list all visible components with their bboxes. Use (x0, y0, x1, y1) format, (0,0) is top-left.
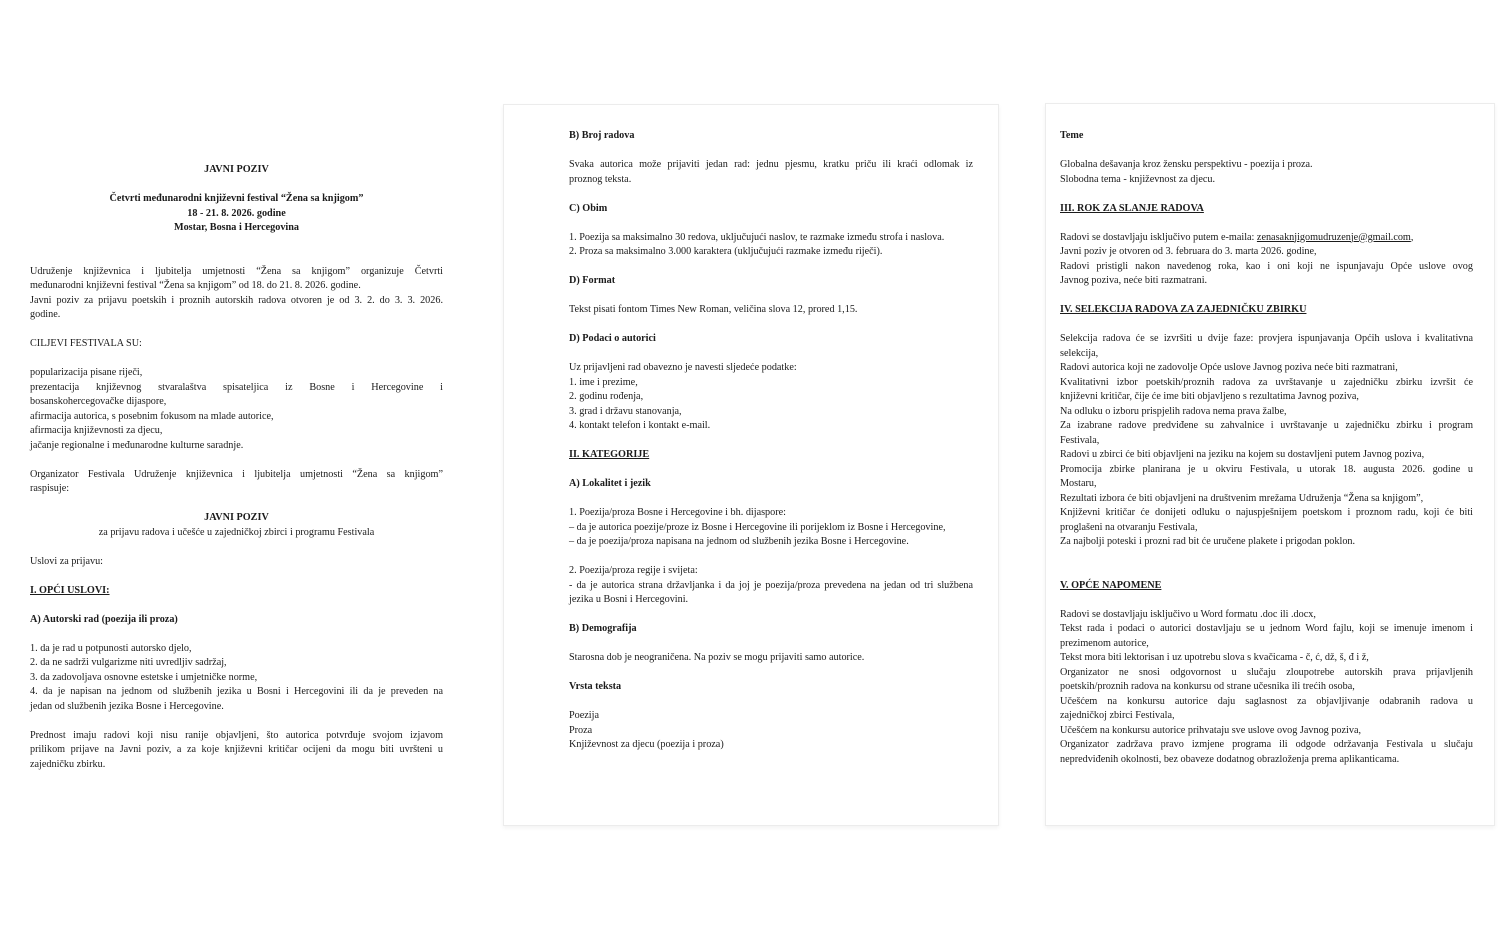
text-line: Učešćem na konkursu autorice prihvataju sve uslove ovog Javnog poziva, (1060, 724, 1362, 736)
subsection-b-heading: B) Broj radova (569, 130, 635, 141)
text-line: proznog teksta. (569, 173, 632, 185)
text-line: godine. (30, 309, 61, 320)
text-line: – da je autorica poezije/proze iz Bosne i Hercegovine ili porijeklom iz Bosne i Hercegovine, (569, 521, 946, 533)
page-3-text-column (1060, 129, 1473, 767)
blank-line (569, 666, 973, 681)
text-line: afirmacija književnosti za djecu, (30, 425, 163, 436)
text-line: književni kritičar, čije će ime biti objavljeno s rezultatima Javnog poziva, (1060, 391, 1359, 402)
text-line: jezika u Bosni i Hercegovini. (569, 594, 689, 605)
vrsta-teksta-heading: Vrsta teksta (569, 681, 622, 692)
blank-line (569, 695, 973, 710)
text-line: Starosna dob je neograničena. Na poziv se mogu prijaviti samo autorice. (569, 652, 865, 663)
text-line: Selekcija radova će se izvršiti u dvije faze: provjera ispunjavanja Općih uslova i kvalitativna (1060, 333, 1473, 344)
blank-line (569, 492, 973, 507)
blank-line (569, 608, 973, 623)
email-line (1060, 231, 1473, 246)
text-line: 3. grad i državu stanovanja, (569, 405, 682, 417)
blank-line (30, 497, 443, 512)
call-subtitle: za prijavu radova i učešće u zajedničkoj zbirci i programu Festivala (98, 526, 375, 538)
blank-line (30, 323, 443, 338)
blank-line (1060, 550, 1473, 565)
blank-line (30, 178, 443, 193)
blank-line (30, 250, 443, 265)
text-line: raspisuje: (30, 483, 70, 494)
blank-line (1060, 593, 1473, 608)
blank-line (569, 637, 973, 652)
festival-dates: 18 - 21. 8. 2026. godine (187, 207, 286, 219)
text-line: - da je autorica strana državljanka i da joj je poezija/proza prevedena na jedan od tri službena (569, 579, 973, 591)
blank-line (1060, 318, 1473, 333)
blank-line (30, 569, 443, 584)
text-line: 3. da zadovoljava osnovne estetske i umjetničke norme, (30, 671, 258, 683)
text-line: – da je poezija/proza napisana na jednom od službenih jezika Bosne i Hercegovine. (569, 536, 909, 547)
text-line: jačanje regionalne i međunarodne kulturne saradnje. (30, 439, 244, 451)
text-line: Za najbolji poteski i prozni rad bit će uručene plakete i prigodan poklon. (1060, 536, 1356, 547)
blank-line (569, 187, 973, 202)
text-line: 2. da ne sadrži vulgarizme niti uvredljiv sadržaj, (30, 657, 227, 668)
blank-line (569, 318, 973, 333)
text-line: afirmacija autorica, s posebnim fokusom na mlade autorice, (30, 410, 274, 422)
subsection-demografija-heading: B) Demografija (569, 623, 637, 634)
text-line: 2. Proza sa maksimalno 3.000 karaktera (uključujući razmake između riječi). (569, 246, 883, 257)
teme-heading: Teme (1060, 130, 1084, 141)
blank-line (1060, 289, 1473, 304)
text-line: Kvalitativni izbor poetskih/proznih radova za uvrštavanje u zajedničku zbirku izvršit će (1060, 376, 1473, 388)
text-line: Javnog poziva, neće biti razmatrani. (1060, 275, 1208, 286)
blank-line (569, 434, 973, 449)
goals-heading: CILJEVI FESTIVALA SU: (30, 338, 142, 349)
page-1-text-column (30, 163, 443, 772)
text-line: Udruženje književnica i ljubitelja umjetnosti “Žena sa knjigom” organizuje Četvrti (30, 265, 443, 277)
document-title: JAVNI POZIV (204, 164, 269, 175)
text-line: prilikom prijave na Javni poziv, a za koje književni kritičar ocijeni da mogu biti uvršteni u (30, 744, 443, 755)
text-line: zajedničkoj zbirci Festivala, (1060, 710, 1175, 721)
blank-line (569, 463, 973, 478)
text-line: Organizator Festivala Udruženje književnica i ljubitelja umjetnosti “Žena sa knjigom” (30, 468, 443, 480)
blank-line (569, 347, 973, 362)
text-line: Poezija (569, 710, 599, 721)
blank-line (30, 627, 443, 642)
blank-line (30, 352, 443, 367)
festival-location: Mostar, Bosna i Hercegovina (173, 222, 300, 233)
text-line: Globalna dešavanja kroz žensku perspektivu - poezija i proza. (1060, 159, 1313, 170)
text-line: Književni kritičar će donijeti odluku o najuspješnijem poetskom i proznom radu, koji će biti (1060, 507, 1473, 518)
blank-line (569, 216, 973, 231)
text-line: Književnost za djecu (poezija i proza) (569, 739, 724, 750)
text-line: Rezultati izbora će biti objavljeni na društvenim mrežama Udruženja “Žena sa knjigom”, (1060, 492, 1424, 504)
blank-line (30, 714, 443, 729)
blank-line (1060, 216, 1473, 231)
text-line: Slobodna tema - književnost za djecu. (1060, 173, 1216, 185)
blank-line (569, 289, 973, 304)
text-line: Javni poziv za prijavu poetskih i proznih autorskih radova otvoren je od 3. 2. do 3. 3. 2026. (30, 294, 443, 306)
text-line: Festivala, (1060, 434, 1100, 446)
text-line: 1. Poezija sa maksimalno 30 redova, uključujući naslov, te razmake između strofa i naslova. (569, 231, 945, 243)
subsection-d-format-heading: D) Format (569, 275, 616, 286)
text-line: međunarodni književni festival “Žena sa knjigom” od 18. do 21. 8. 2026. godine. (30, 280, 361, 291)
text-line: poetskih/proznih radova na konkursu od strane učesnika ili trećih osoba, (1060, 681, 1355, 692)
blank-line (1060, 144, 1473, 159)
text-line: Organizator zadržava pravo izmjene programa ili odgode održavanja Festivala u slučaju (1060, 739, 1473, 750)
text-line: jedan od službenih jezika Bosne i Hercegovine. (30, 700, 224, 712)
text-line: nepredviđenih okolnosti, bez obaveze dodatnog obrazloženja prema aplikanticama. (1060, 753, 1400, 765)
email-link[interactable]: zenasaknjigomudruzenje@gmail.com (1256, 231, 1411, 243)
text-line: selekcija, (1060, 347, 1099, 359)
text-line: Radovi autorica koji ne zadovolje Opće uslove Javnog poziva neće biti razmatrani, (1060, 362, 1398, 373)
section-v-heading: V. OPĆE NAPOMENE (1060, 579, 1162, 591)
section-iii-heading: III. ROK ZA SLANJE RADOVA (1060, 202, 1204, 214)
text-line: Javni poziv je otvoren od 3. februara do 3. marta 2026. godine, (1060, 246, 1317, 257)
text-line: Radovi u zbirci će biti objavljeni na jeziku na kojem su dostavljeni putem Javnog poziva, (1060, 449, 1425, 460)
text-line: Tekst pisati fontom Times New Roman, veličina slova 12, prored 1,15. (569, 304, 858, 315)
blank-line (569, 260, 973, 275)
section-i-heading: I. OPĆI USLOVI: (30, 584, 110, 596)
text-line: Organizator ne snosi odgovornost u slučaju zloupotrebe autorskih prava prijavljenih (1060, 666, 1473, 678)
blank-line (30, 540, 443, 555)
text-line: popularizacija pisane riječi, (30, 367, 143, 378)
text-line: bosanskohercegovačke dijaspore, (30, 396, 167, 407)
text-line: 1. ime i prezime, (569, 376, 638, 388)
text-line: proglašeni na otvaranju Festivala, (1060, 521, 1198, 533)
text-line: Učešćem na konkursu autorice daju saglasnost za objavljivanje odabranih radova u (1060, 695, 1473, 707)
text-line: Uz prijavljeni rad obavezno je navesti sljedeće podatke: (569, 362, 797, 373)
page-2-text-column (569, 129, 973, 753)
text-line: zajedničku zbirku. (30, 758, 106, 770)
text-line: Svaka autorica može prijaviti jedan rad: jednu pjesmu, kratku priču ili kraći odlomak iz (569, 159, 973, 170)
text-line: prezimenom autorice, (1060, 637, 1149, 649)
text-line: Mostaru, (1060, 478, 1097, 489)
text-line: Tekst mora biti lektorisan i uz upotrebu slova s kvačicama - č, ć, dž, š, đ i ž, (1060, 652, 1369, 663)
text-line: Za izabrane radove predviđene su zahvalnice i uvrštavanje u zajedničku zbirku i program (1060, 420, 1473, 431)
blank-line (1060, 187, 1473, 202)
text-line: prezentacija književnog stvaralaštva spisateljica iz Bosne i Hercegovine i (30, 381, 443, 393)
text-line: 1. da je rad u potpunosti autorsko djelo, (30, 642, 192, 654)
text-line: Radovi se dostavljaju isključivo u Word formatu .doc ili .docx, (1060, 608, 1316, 620)
subsection-d-podaci-heading: D) Podaci o autorici (569, 333, 656, 344)
blank-line (30, 236, 443, 251)
text-line: Promocija zbirke planirana je u okviru Festivala, u utorak 18. augusta 2026. godine u (1060, 463, 1473, 475)
text-line: Uslovi za prijavu: (30, 555, 103, 567)
text-line: Na odluku o izboru prispjelih radova nema prava žalbe, (1060, 405, 1287, 417)
text-line: 2. Poezija/proza regije i svijeta: (569, 565, 698, 576)
subsection-lokalitet-heading: A) Lokalitet i jezik (569, 478, 651, 489)
text-line: 4. da je napisan na jednom od službenih jezika u Bosni i Hercegovini ili da je preveden na (30, 686, 443, 697)
text-line: 1. Poezija/proza Bosne i Hercegovine i bh. dijaspore: (569, 507, 786, 518)
text-line: 2. godinu rođenja, (569, 391, 644, 402)
section-ii-heading: II. KATEGORIJE (569, 449, 650, 460)
blank-line (30, 453, 443, 468)
blank-line (569, 550, 973, 565)
text-line: Radovi pristigli nakon navedenog roka, kao i oni koji ne ispunjavaju Opće uslove ovog (1060, 260, 1473, 272)
blank-line (30, 598, 443, 613)
text-segment: , (1410, 231, 1414, 243)
subsection-a-heading: A) Autorski rad (poezija ili proza) (30, 613, 178, 625)
text-line: Proza (569, 724, 593, 736)
text-line: Tekst rada i podaci o autorici dostavljaju se u jednom Word fajlu, koji se imenuje imenom i (1060, 623, 1473, 634)
section-iv-heading: IV. SELEKCIJA RADOVA ZA ZAJEDNIČKU ZBIRKU (1060, 304, 1307, 315)
call-title: JAVNI POZIV (204, 512, 269, 523)
blank-line (569, 144, 973, 159)
text-line: 4. kontakt telefon i kontakt e-mail. (569, 420, 711, 431)
festival-title: Četvrti međunarodni književni festival “Žena sa knjigom” (109, 193, 364, 204)
text-line: Prednost imaju radovi koji nisu ranije objavljeni, što autorica potvrđuje svojom izjavom (30, 729, 443, 741)
subsection-c-heading: C) Obim (569, 202, 608, 214)
text-segment: Radovi se dostavljaju isključivo putem e-maila: (1060, 231, 1257, 243)
blank-line (1060, 564, 1473, 579)
